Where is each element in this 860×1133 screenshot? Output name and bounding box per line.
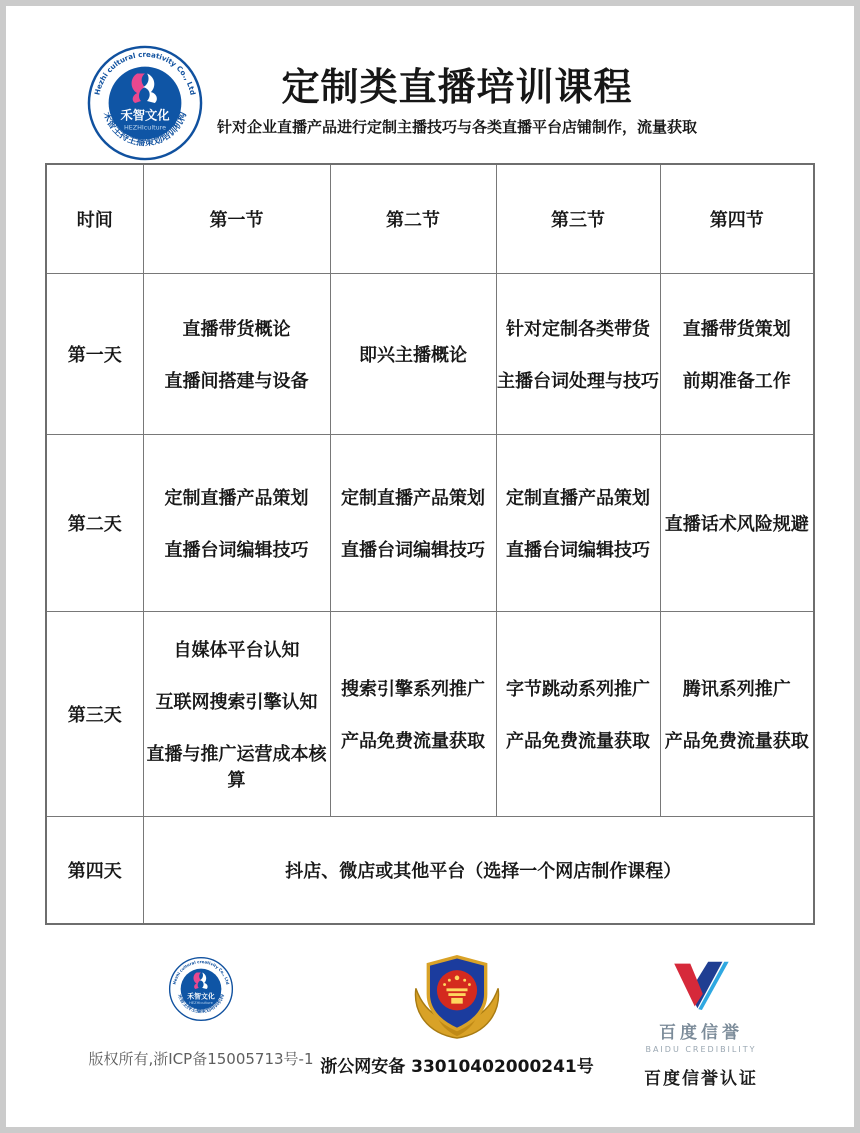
footer-police-block xyxy=(312,952,602,1077)
course-line: 互联网搜索引擎认知 xyxy=(155,691,318,713)
company-logo-icon xyxy=(168,956,234,1022)
col-header-session1: 第一节 xyxy=(143,164,330,273)
course-cell xyxy=(143,434,330,611)
course-cell xyxy=(660,273,814,434)
table-header-row xyxy=(46,164,814,273)
course-cell xyxy=(660,434,814,611)
course-line: 直播话术风险规避 xyxy=(664,513,809,535)
course-table xyxy=(45,163,815,925)
table-row xyxy=(46,816,814,924)
course-line: 搜索引擎系列推广 xyxy=(341,678,485,700)
course-line: 腾讯系列推广 xyxy=(682,678,791,700)
course-line: 前期准备工作 xyxy=(682,370,791,392)
course-cell xyxy=(143,273,330,434)
course-line: 即兴主播概论 xyxy=(359,344,467,366)
course-line: 产品免费流量获取 xyxy=(341,730,485,752)
page-title: 定制类直播培训课程 xyxy=(281,65,633,109)
course-cell xyxy=(143,611,330,816)
baidu-credibility-icon xyxy=(670,960,732,1010)
course-line: 直播带货策划 xyxy=(682,318,791,340)
baidu-credibility-sublabel: BAIDU CREDIBILITY xyxy=(645,1045,757,1054)
table-row xyxy=(46,273,814,434)
course-cell xyxy=(496,273,660,434)
course-line: 直播台词编辑技巧 xyxy=(164,539,309,561)
police-badge-icon xyxy=(409,952,505,1040)
icp-record-link[interactable]: 版权所有,浙ICP备15005713号-1 xyxy=(88,1050,314,1068)
course-line: 直播间搭建与设备 xyxy=(164,370,309,392)
course-line: 直播台词编辑技巧 xyxy=(506,539,650,561)
course-line: 定制直播产品策划 xyxy=(341,487,485,509)
course-line: 产品免费流量获取 xyxy=(506,730,650,752)
baidu-credibility-label: 百度信誉 xyxy=(659,1023,743,1043)
course-cell xyxy=(330,434,496,611)
course-cell xyxy=(496,434,660,611)
course-cell xyxy=(660,611,814,816)
course-cell xyxy=(496,611,660,816)
table-row xyxy=(46,434,814,611)
course-line: 主播台词处理与技巧 xyxy=(497,370,659,392)
course-line: 直播带货概论 xyxy=(182,318,291,340)
col-header-session3: 第三节 xyxy=(496,164,660,273)
course-line: 直播与推广运营成本核算 xyxy=(146,743,327,791)
police-record-link[interactable]: 浙公网安备 33010402000241号 xyxy=(320,1057,594,1077)
course-line: 自媒体平台认知 xyxy=(173,639,300,661)
course-line: 产品免费流量获取 xyxy=(664,730,809,752)
table-row xyxy=(46,611,814,816)
col-header-session2: 第二节 xyxy=(330,164,496,273)
course-line: 定制直播产品策划 xyxy=(164,487,309,509)
course-line: 针对定制各类带货 xyxy=(506,318,650,340)
footer-baidu-block xyxy=(566,960,836,1089)
course-line: 直播台词编辑技巧 xyxy=(341,539,485,561)
col-header-session4: 第四节 xyxy=(660,164,814,273)
page xyxy=(6,6,854,1127)
col-header-time: 时间 xyxy=(46,164,143,273)
baidu-cert-link[interactable]: 百度信誉认证 xyxy=(644,1069,758,1089)
company-logo-icon xyxy=(86,44,204,162)
course-cell xyxy=(330,273,496,434)
course-line: 字节跳动系列推广 xyxy=(506,678,650,700)
page-subtitle: 针对企业直播产品进行定制主播技巧与各类直播平台店铺制作，流量获取 xyxy=(216,118,698,136)
day-label: 第二天 xyxy=(46,434,143,611)
day-label: 第一天 xyxy=(46,273,143,434)
course-cell xyxy=(330,611,496,816)
course-cell-merged: 抖店、微店或其他平台（选择一个网店制作课程） xyxy=(143,816,814,924)
course-line: 定制直播产品策划 xyxy=(506,487,650,509)
day-label: 第四天 xyxy=(46,816,143,924)
day-label: 第三天 xyxy=(46,611,143,816)
